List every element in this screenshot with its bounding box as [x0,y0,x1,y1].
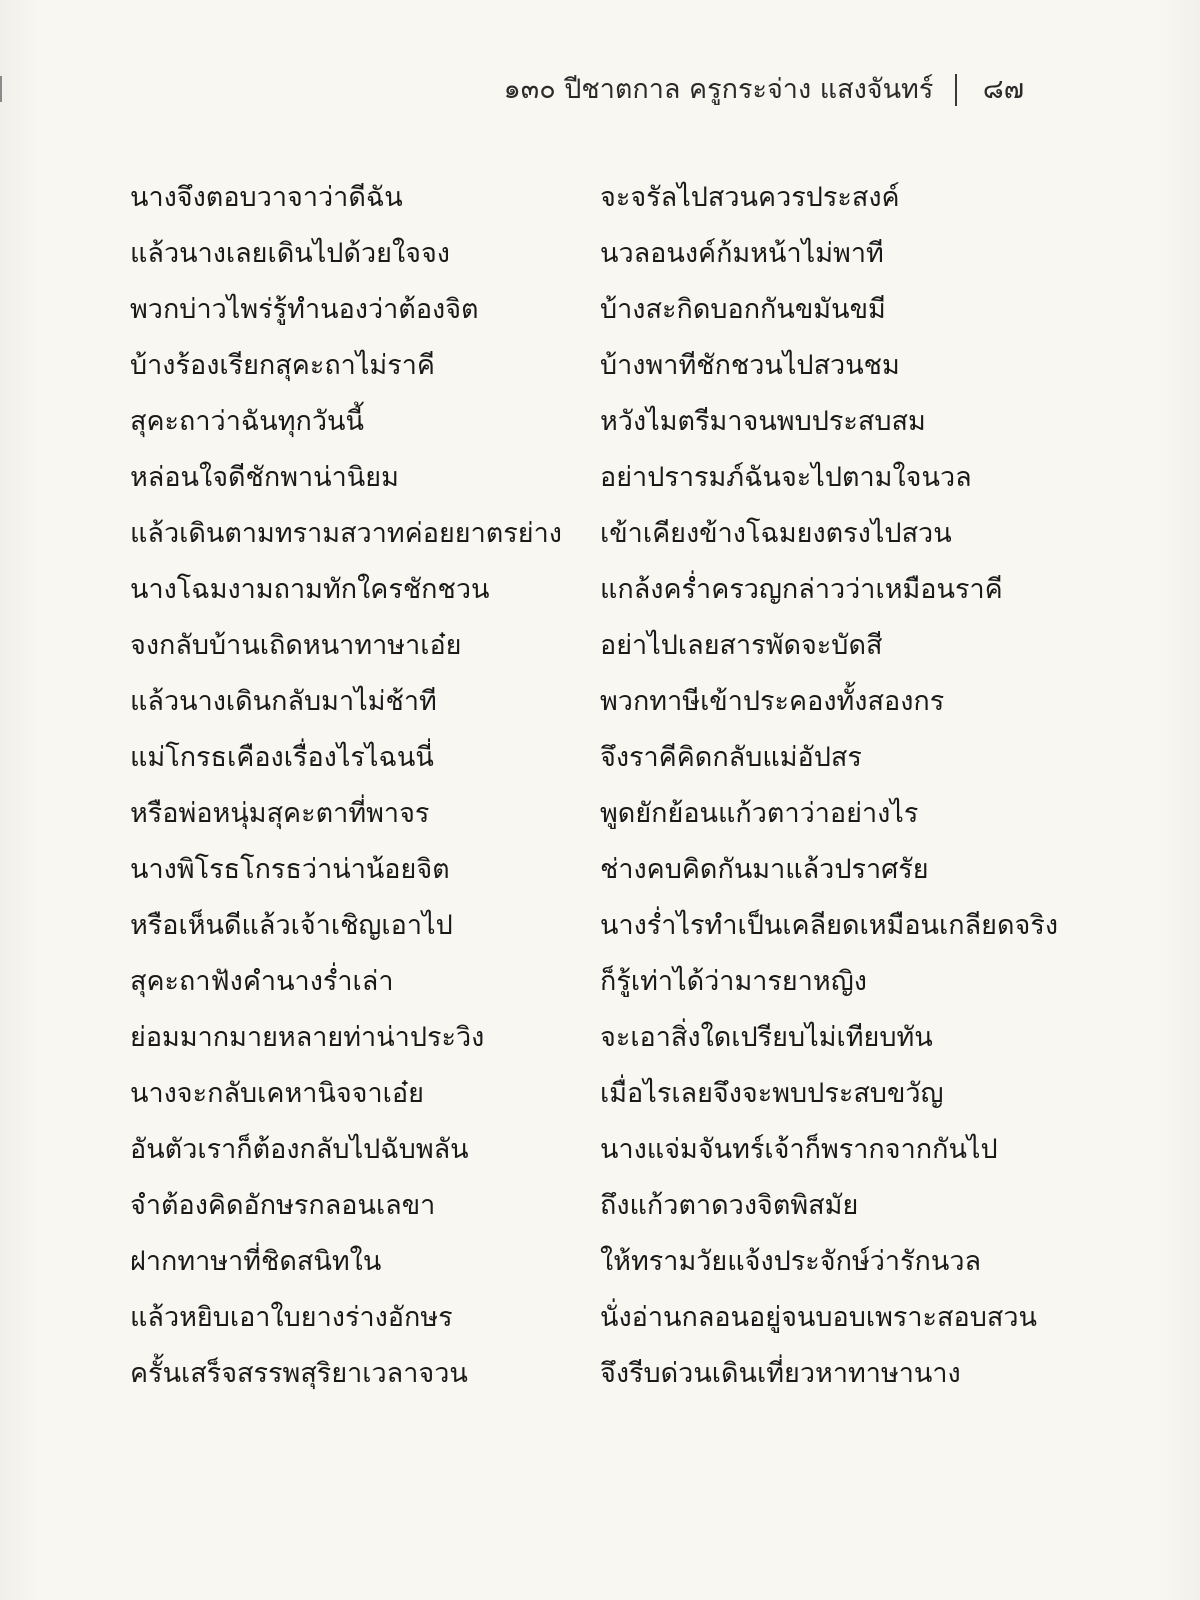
poem-line-left: จำต้องคิดอักษรกลอนเลขา [130,1190,436,1221]
poem-line-left: สุคะถาว่าฉันทุกวันนี้ [130,406,364,437]
poem-line-right: ช่างคบคิดกันมาแล้วปราศรัย [600,854,929,885]
poem-line-left: แล้วนางเลยเดินไปด้วยใจจง [130,238,450,269]
poem-line-right: นางแจ่มจันทร์เจ้าก็พรากจากกันไป [600,1134,998,1165]
poem-line-right: บ้างสะกิดบอกกันขมันขมี [600,294,886,325]
poem-line-right: อย่าปรารมภ์ฉันจะไปตามใจนวล [600,462,972,493]
header-title: ๑๓๐ ปีชาตกาล ครูกระจ่าง แสงจันทร์ [503,74,934,105]
poem-line-left: จงกลับบ้านเถิดหนาทาษาเอ๋ย [130,630,462,661]
poem-line-left: ย่อมมากมายหลายท่าน่าประวิง [130,1022,485,1053]
poem-line-right: บ้างพาทีชักชวนไปสวนชม [600,350,900,381]
poem-line-right: ให้ทรามวัยแจ้งประจักษ์ว่ารักนวล [600,1246,982,1277]
poem-line-right: จึงรีบด่วนเดินเที่ยวหาทาษานาง [600,1358,961,1389]
poem-line-right: อย่าไปเลยสารพัดจะบัดสี [600,630,883,661]
poem-line-right: จึงราคีคิดกลับแม่อัปสร [600,742,862,773]
poem-line-left: หรือพ่อหนุ่มสุคะตาที่พาจร [130,798,430,829]
poem-line-left: หรือเห็นดีแล้วเจ้าเชิญเอาไป [130,910,453,941]
poem-line-left: แม่โกรธเคืองเรื่องไรไฉนนี่ [130,742,434,773]
poem-line-left: หล่อนใจดีชักพาน่านิยม [130,462,399,493]
poem-line-left: พวกบ่าวไพร่รู้ทำนองว่าต้องจิต [130,294,479,325]
running-header [504,70,1024,110]
poem-line-right: นั่งอ่านกลอนอยู่จนบอบเพราะสอบสวน [600,1302,1037,1333]
page-number: ๘๗ [982,74,1024,105]
poem-line-left: นางโฉมงามถามทักใครชักชวน [130,574,490,605]
poem-line-right: แกล้งคร่ำครวญกล่าวว่าเหมือนราคี [600,574,1003,605]
poem-line-right: เมื่อไรเลยจึงจะพบประสบขวัญ [600,1078,944,1109]
poem-line-right: ก็รู้เท่าได้ว่ามารยาหญิง [600,966,867,997]
poem-line-left: บ้างร้องเรียกสุคะถาไม่ราคี [130,350,435,381]
poem-line-right: หวังไมตรีมาจนพบประสบสม [600,406,926,437]
poem-right-column [600,178,1058,1410]
poem-line-left: แล้วนางเดินกลับมาไม่ช้าที [130,686,437,717]
poem-line-left: อันตัวเราก็ต้องกลับไปฉับพลัน [130,1134,469,1165]
poem-line-right: จะเอาสิ่งใดเปรียบไม่เทียบทัน [600,1022,933,1053]
poem-line-left: แล้วหยิบเอาใบยางร่างอักษร [130,1302,453,1333]
poem-line-left: แล้วเดินตามทรามสวาทค่อยยาตรย่าง [130,518,562,549]
poem-line-right: พวกทาษีเข้าประคองทั้งสองกร [600,686,945,717]
page-edge-mark [0,76,2,102]
poem-line-right: เข้าเคียงข้างโฉมยงตรงไปสวน [600,518,952,549]
poem-line-right: นวลอนงค์ก้มหน้าไม่พาที [600,238,884,269]
poem-line-right: พูดยักย้อนแก้วตาว่าอย่างไร [600,798,919,829]
poem-left-column [130,178,570,1410]
poem-line-left: นางจะกลับเคหานิจจาเอ๋ย [130,1078,424,1109]
poem-line-right: ถึงแก้วตาดวงจิตพิสมัย [600,1190,859,1221]
poem-line-right: นางร่ำไรทำเป็นเคลียดเหมือนเกลียดจริง [600,910,1058,941]
poem-line-right: จะจรัลไปสวนควรประสงค์ [600,182,900,213]
poem-line-left: ครั้นเสร็จสรรพสุริยาเวลาจวน [130,1358,468,1389]
poem-line-left: นางพิโรธโกรธว่าน่าน้อยจิต [130,854,450,885]
poem-line-left: นางจึงตอบวาจาว่าดีฉัน [130,182,403,213]
poem-line-left: สุคะถาฟังคำนางร่ำเล่า [130,966,394,997]
poem-line-left: ฝากทาษาที่ชิดสนิทใน [130,1246,382,1277]
header-divider [955,74,957,106]
